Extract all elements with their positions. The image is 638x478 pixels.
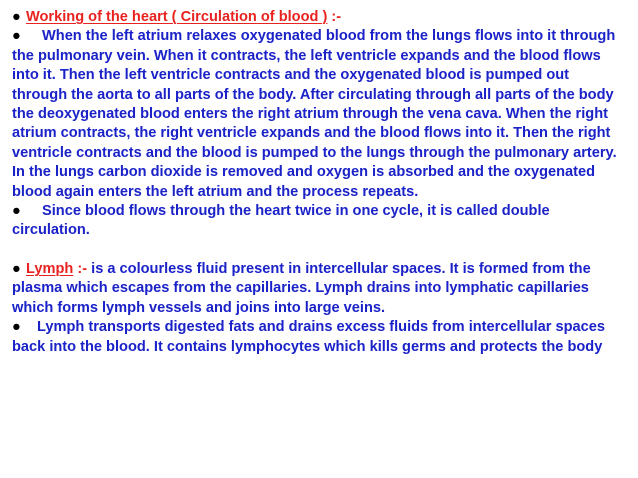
section-heart-heading (12, 8, 628, 27)
lymph-intro-text: is a colourless fluid present in intercellular spaces. It is formed from the plasma which escapes from the capillaries. Lymph drains into lymphatic capillaries which forms lymph vessels and joins into large veins. (12, 260, 591, 316)
lymph-point-1-text: Lymph transports digested fats and drains excess fluids from intercellular spaces back into the blood. It contains lymphocytes which kills germs and protects the body (12, 319, 605, 355)
lymph-title: Lymph (26, 260, 74, 277)
heart-point-2-text: Since blood flows through the heart twice in one cycle, it is called double circulation. (12, 203, 550, 239)
lymph-point-1 (12, 318, 628, 357)
bullet-icon: ● (12, 9, 21, 25)
heart-circulation-title: Working of the heart ( Circulation of blood ) (26, 9, 328, 25)
heart-point-1 (12, 27, 628, 202)
heart-title-suffix: :- (327, 9, 342, 25)
bullet-icon: ● (12, 203, 21, 220)
lymph-title-suffix: :- (73, 260, 92, 277)
bullet-icon: ● (12, 28, 21, 45)
heart-point-1-text: When the left atrium relaxes oxygenated blood from the lungs flows into it through the pulmonary vein. When it contracts, the left ventricle expands and the blood flows into it. Then the left ventricle contracts and the oxygenated blood is pumped out through the aorta to all parts of the body. After circulating through all parts of the body the deoxygenated blood enters the right atrium through the vena cava. When the right atrium contracts, the right ventricle expands and the blood flows into it. Then the right ventricle contracts and the blood is pumped to the lungs through the pulmonary artery. In the lungs carbon dioxide is removed and oxygen is absorbed and the oxygenated blood again enters the left atrium and the process repeats. (12, 28, 617, 200)
bullet-icon: ● (12, 319, 21, 336)
section-lymph-heading (12, 260, 628, 318)
section-spacer (12, 241, 628, 260)
bullet-icon: ● (12, 260, 21, 277)
heart-point-2 (12, 202, 628, 241)
